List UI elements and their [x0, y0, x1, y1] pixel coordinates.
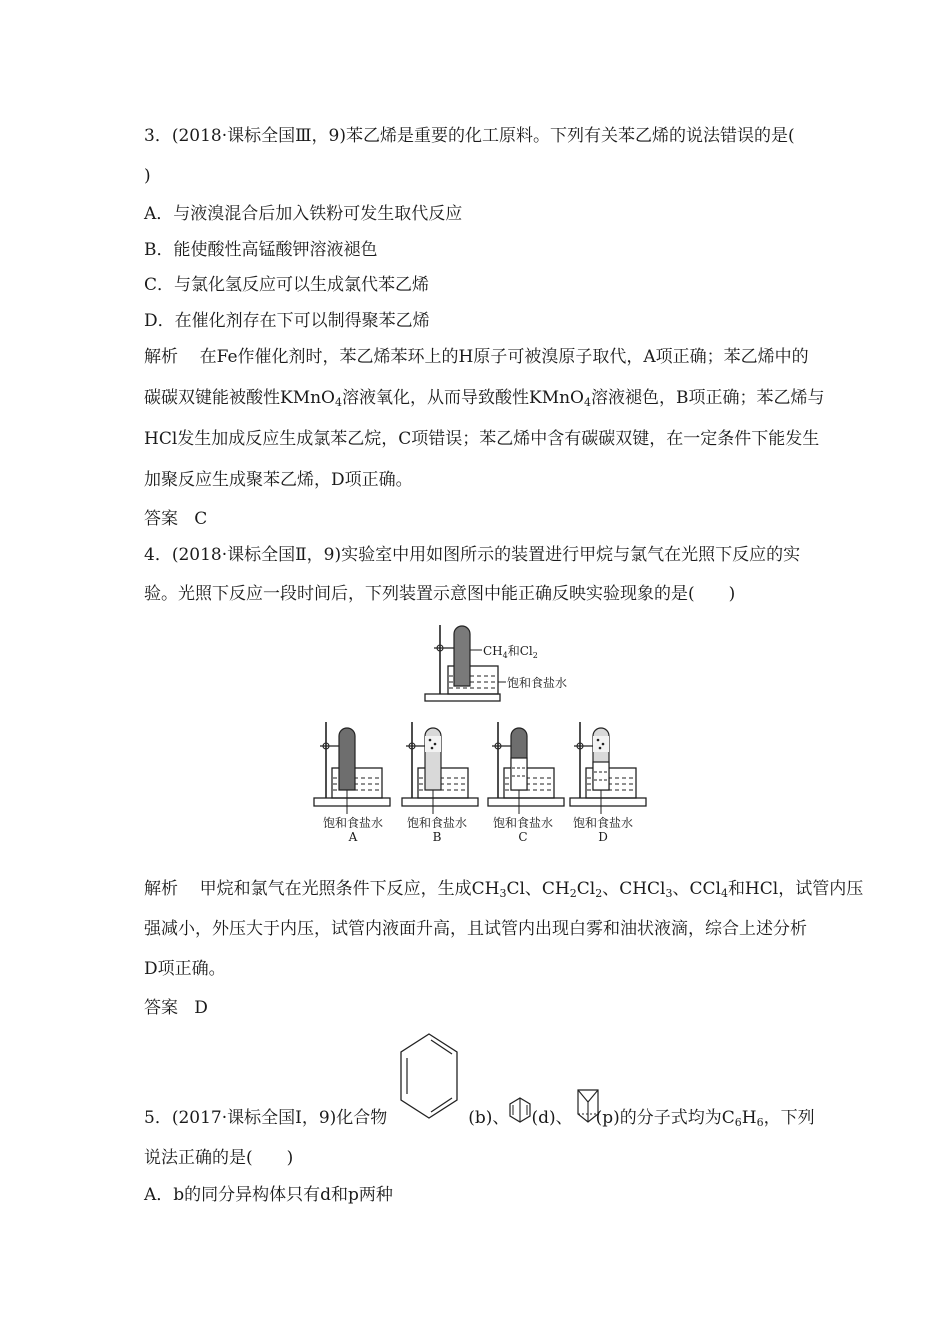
q5-stem-line2: 说法正确的是( ): [144, 1148, 294, 1168]
q4-stem-line1: 4．(2018·课标全国Ⅱ，9)实验室中用如图所示的装置进行甲烷与氯气在光照下反应的实: [144, 545, 801, 565]
q4-option-figures: [312, 718, 652, 846]
q3-stem-line1: 3．(2018·课标全国Ⅲ，9)苯乙烯是重要的化工原料。下列有关苯乙烯的说法错误的是(: [144, 126, 795, 146]
q3-explanation-line1: 解析 在Fe作催化剂时，苯乙烯苯环上的H原子可被溴原子取代，A项正确；苯乙烯中的: [144, 347, 809, 367]
q4-fig-gas-label: $CH_4$和$Cl_2$: [483, 644, 538, 660]
q4-answer: [144, 996, 208, 1020]
q4-option-d-letter: D: [598, 830, 608, 844]
q4-explanation-line1: 解析 甲烷和氯气在光照条件下反应，生成$CH_3Cl$、$CH_2Cl_2$、CHCl$_3$、CCl$_4$和HCl，试管内压: [144, 879, 864, 900]
q4-explanation-line3: D项正确。: [144, 959, 226, 979]
q4-option-b-water-label: 饱和食盐水: [406, 816, 467, 830]
q4-answer-value: D: [194, 998, 208, 1018]
q4-option-d-apparatus: [570, 722, 646, 814]
q4-option-c-apparatus: [488, 722, 564, 814]
q4-explanation-label: 解析: [144, 879, 178, 899]
q4-option-a-letter: A: [348, 830, 358, 844]
q4-option-a-water-label: 饱和食盐水: [322, 816, 383, 830]
q3-explanation-line2: 碳碳双键能被酸性KMnO$_4$溶液氧化，从而导致酸性KMnO$_4$溶液褪色，B项正确；苯乙烯与: [144, 388, 825, 409]
q3-answer-label: 答案: [144, 509, 178, 529]
q4-option-b-letter: B: [432, 830, 442, 844]
q4-option-c-water-label: 饱和食盐水: [492, 816, 553, 830]
q3-explanation-line4: 加聚反应生成聚苯乙烯，D项正确。: [144, 470, 413, 490]
q5-option-a: A．b的同分异构体只有d和p两种: [144, 1185, 393, 1205]
q4-option-d-water-label: 饱和食盐水: [572, 816, 633, 830]
q3-answer-value: C: [194, 509, 208, 529]
q4-option-c-letter: C: [518, 830, 528, 844]
q4-explanation-line2: 强减小，外压大于内压，试管内液面升高，且试管内出现白雾和油状液滴，综合上述分析: [144, 919, 807, 939]
q3-answer: [144, 507, 207, 531]
q3-explanation-label: 解析: [144, 347, 178, 367]
q4-answer-label: 答案: [144, 998, 178, 1018]
q3-option-a: A．与液溴混合后加入铁粉可发生取代反应: [144, 204, 463, 224]
q3-option-b: B．能使酸性高锰酸钾溶液褪色: [144, 240, 378, 260]
q3-explanation-line3: HCl发生加成反应生成氯苯乙烷，C项错误；苯乙烯中含有碳碳双键，在一定条件下能发生: [144, 429, 820, 449]
q4-main-apparatus-figure: [410, 620, 610, 705]
q3-stem-line2: ): [144, 166, 151, 186]
q3-option-c: C．与氯化氢反应可以生成氯代苯乙烯: [144, 275, 430, 295]
q5-stem-line1: 5．(2017·课标全国Ⅰ，9)化合物 (b)、 (d)、 (p)的分子式均为$C_6H_6$，下列: [144, 1108, 815, 1129]
q4-stem-line2: 验。光照下反应一段时间后，下列装置示意图中能正确反映实验现象的是( ): [144, 584, 736, 604]
q4-fig-water-label: 饱和食盐水: [507, 676, 568, 690]
q3-option-d: D．在催化剂存在下可以制得聚苯乙烯: [144, 311, 430, 331]
q4-option-b-apparatus: [402, 722, 478, 814]
q4-option-a-apparatus: [314, 722, 390, 814]
